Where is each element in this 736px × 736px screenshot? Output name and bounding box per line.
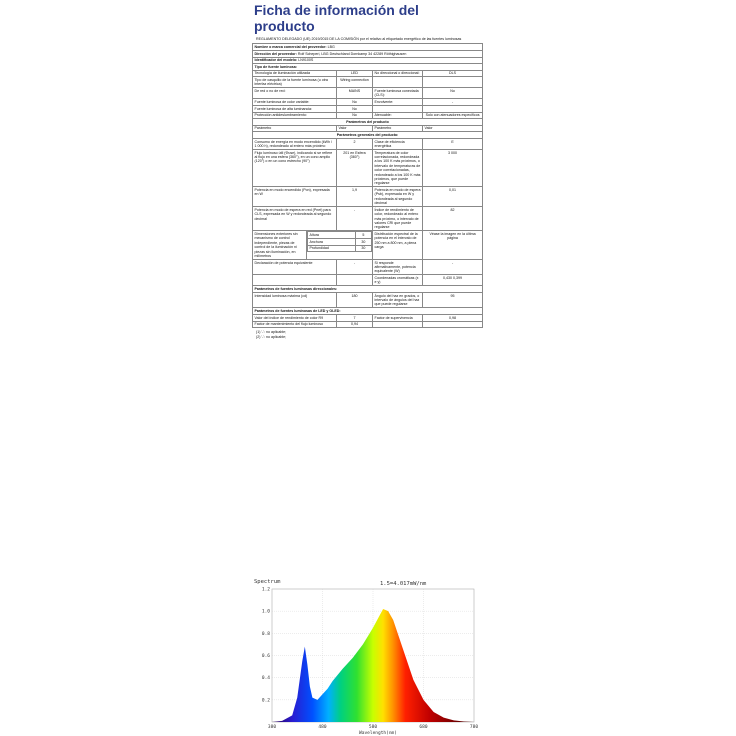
light-type-row bbox=[253, 99, 483, 106]
y-tick-label: 0.4 bbox=[261, 676, 270, 682]
light-type-param bbox=[373, 105, 423, 112]
params-title: Parámetros del producto bbox=[253, 119, 483, 126]
led-value: 7 bbox=[337, 315, 373, 322]
dimension-key: Profundidad bbox=[308, 245, 356, 252]
light-type-param: Tecnología de iluminación utilizada bbox=[253, 70, 337, 77]
led-param: Factor de supervivencia bbox=[373, 315, 423, 322]
column-header: Valor bbox=[337, 125, 373, 132]
led-value: 0,94 bbox=[337, 321, 373, 328]
light-type-value: Wiring connection bbox=[337, 77, 373, 88]
supplier-name-row bbox=[253, 44, 483, 51]
model-id-row bbox=[253, 57, 483, 64]
spectrum-title: Spectrum bbox=[254, 579, 281, 585]
general-title: Parámetros generales del producto: bbox=[253, 132, 483, 139]
light-type-value: No bbox=[337, 105, 373, 112]
supplier-name-label: Nombre o marca comercial del proveedor: bbox=[254, 45, 327, 49]
footnote: (1) '-': no aplicable; bbox=[256, 330, 287, 335]
y-tick-label: 1.2 bbox=[261, 587, 270, 593]
general-param: Flujo luminoso útil (Φuse), indicando si se refiere al flujo en una esfera (360°), en un cono amplio (120°) o en un cono estrecho (90°) bbox=[253, 149, 337, 186]
light-type-param: Atenuable: bbox=[373, 112, 423, 119]
general-row bbox=[253, 187, 483, 207]
x-tick-label: 780 bbox=[469, 725, 479, 730]
directional-value: 95 bbox=[423, 293, 483, 308]
model-id-label: Identificador del modelo: bbox=[254, 58, 298, 63]
general-param: Consumo de energía en modo encendido (kWh / 1 000 h), redondeado al entero más próximo bbox=[253, 138, 337, 149]
general-param: Potencia en modo de espera (Psb), expresada en W y redondeada al segundo decimal bbox=[373, 187, 423, 207]
general-value: 0,01 bbox=[423, 187, 483, 207]
dimensions-subtable bbox=[307, 231, 372, 252]
light-type-value: No bbox=[337, 99, 373, 106]
general-value: 1,9 bbox=[337, 187, 373, 207]
led-param: Factor de mantenimiento del flujo luminoso bbox=[253, 321, 337, 328]
equivalent-power-row bbox=[253, 260, 483, 275]
dimension-value: 30 bbox=[355, 245, 371, 252]
supplier-address-label: Dirección del proveedor: bbox=[254, 51, 297, 56]
light-type-param: Fuente luminosa de color variable: bbox=[253, 99, 337, 106]
general-row bbox=[253, 149, 483, 186]
light-type-param: De red o no de red: bbox=[253, 88, 337, 99]
light-type-value: MAINS bbox=[337, 88, 373, 99]
led-row bbox=[253, 321, 483, 328]
spectrum-x-ticks bbox=[268, 724, 478, 730]
regulation-text: REGLAMENTO DELEGADO (UE) 2019/2015 DE LA COMISIÓN por el relativo al etiquetado energético de las fuentes luminosas bbox=[256, 37, 462, 41]
led-value bbox=[423, 321, 483, 328]
column-header-row bbox=[253, 125, 483, 132]
chromaticity-param: Coordenadas cromáticas (x e y) bbox=[373, 275, 423, 286]
led-param: Valor del índice de rendimiento de color R9 bbox=[253, 315, 337, 322]
y-tick-label: 0.2 bbox=[261, 698, 270, 704]
dimension-key: Anchura bbox=[308, 239, 356, 246]
general-param: Potencia en modo de espera en red (Pnet) para CLS, expresada en W y redondeada al segundo decimal bbox=[253, 207, 337, 231]
general-param: Temperatura de color correlacionada, redondeada a los 100 K más próximos, o intervalo de temperaturas de color correlacionadas, redondeado a los 100 K más próximos, que puede regularse bbox=[373, 149, 423, 186]
product-info-sheet bbox=[252, 2, 482, 340]
y-tick-label: 0.6 bbox=[261, 654, 270, 659]
light-type-value bbox=[423, 77, 483, 88]
spectrum-chart bbox=[252, 577, 484, 735]
general-value: 3 000 bbox=[423, 149, 483, 186]
general-value: 82 bbox=[423, 207, 483, 231]
x-tick-label: 680 bbox=[419, 725, 428, 730]
light-type-value: - bbox=[423, 99, 483, 106]
equivalent-param: Si responde afirmativamente, potencia equivalente (W) bbox=[373, 260, 423, 275]
footnote: (2) '-': no aplicable; bbox=[256, 335, 287, 340]
dimension-value: 5 bbox=[355, 232, 371, 239]
info-table bbox=[252, 43, 483, 328]
light-type-row bbox=[253, 88, 483, 99]
general-value: - bbox=[337, 207, 373, 231]
column-header: Valor bbox=[423, 125, 483, 132]
light-type-title: Tipo de fuente luminosa: bbox=[253, 64, 483, 71]
spectral-distribution-param: Distribución espectral de la potencia en el intervalo de 250 nm a 800 nm, a plena carga bbox=[373, 231, 423, 260]
column-header: Parámetro bbox=[253, 125, 337, 132]
general-param: Índice de rendimiento de color, redondeado al entero más próximo, o intervalo de valores CRI que puede regularse bbox=[373, 207, 423, 231]
light-type-param: Envolvente: bbox=[373, 99, 423, 106]
spectrum-peak-label: 1.5=4.017mW/nm bbox=[380, 581, 427, 587]
supplier-address-row bbox=[253, 51, 483, 58]
general-row bbox=[253, 207, 483, 231]
chromaticity-value: 0,430 0,399 bbox=[423, 275, 483, 286]
general-param: Clase de eficiencia energética bbox=[373, 138, 423, 149]
light-type-row bbox=[253, 112, 483, 119]
y-tick-label: 0.8 bbox=[261, 631, 270, 637]
supplier-name-value: LBG bbox=[327, 45, 335, 49]
x-tick-label: 580 bbox=[368, 725, 378, 730]
column-header: Parámetro bbox=[373, 125, 423, 132]
directional-title: Parámetros de fuentes luminosas direccionales: bbox=[253, 286, 483, 293]
led-param bbox=[373, 321, 423, 328]
model-id-value: LN9100S bbox=[298, 58, 314, 63]
equivalent-value: - bbox=[337, 260, 373, 275]
light-type-value: LED bbox=[337, 70, 373, 77]
light-type-value: No bbox=[337, 112, 373, 119]
spectrum-y-ticks bbox=[262, 587, 270, 704]
dimension-key: Altura bbox=[308, 232, 356, 239]
dimensions-row bbox=[253, 231, 483, 260]
led-title: Parámetros de fuentes luminosas de LED y OLED: bbox=[253, 308, 483, 315]
light-type-param: Tipo de casquillo de la fuente luminosa (u otra interfaz eléctrica) bbox=[253, 77, 337, 88]
light-type-value: No bbox=[423, 88, 483, 99]
light-type-value bbox=[423, 105, 483, 112]
x-tick-label: 380 bbox=[267, 725, 277, 730]
directional-row bbox=[253, 293, 483, 308]
spectrum-x-label: Wavelength(nm) bbox=[359, 731, 397, 735]
light-type-param: Fuente luminosa conectada (CLS): bbox=[373, 88, 423, 99]
x-tick-label: 480 bbox=[318, 725, 327, 730]
chromaticity-row bbox=[253, 275, 483, 286]
directional-param: Intensidad luminosa máxima (cd) bbox=[253, 293, 337, 308]
equivalent-param: Declaración de potencia equivalente bbox=[253, 260, 337, 275]
led-value: 0,98 bbox=[423, 315, 483, 322]
supplier-address-value: Rolf Scheperi, LBG Deutschland Dornkamp 34 42289 Röthighausen bbox=[297, 51, 407, 56]
light-type-row bbox=[253, 70, 483, 77]
led-row bbox=[253, 315, 483, 322]
equivalent-value: - bbox=[423, 260, 483, 275]
directional-value: 180 bbox=[337, 293, 373, 308]
directional-param: Ángulo del haz en grados, o intervalo de ángulos del haz que puede regularse bbox=[373, 293, 423, 308]
light-type-value: DLS bbox=[423, 70, 483, 77]
y-tick-label: 1.0 bbox=[261, 609, 270, 615]
footnotes bbox=[256, 330, 482, 340]
light-type-param: Fuente luminosa de alta luminancia: bbox=[253, 105, 337, 112]
dimension-value: 30 bbox=[355, 239, 371, 246]
light-type-param bbox=[373, 77, 423, 88]
spectral-distribution-value: Véase la imagen en la última página bbox=[423, 231, 483, 260]
light-type-param: Protección antideslumbramiento: bbox=[253, 112, 337, 119]
general-value: E bbox=[423, 138, 483, 149]
dimensions-label: Dimensiones exteriores sin mecanismo de control independiente, piezas de control de la iluminación ni piezas sin iluminación, en milímetros bbox=[253, 231, 307, 260]
light-type-row bbox=[253, 105, 483, 112]
general-row bbox=[253, 138, 483, 149]
general-param: Potencia en modo encendido (Pon), expresada en W bbox=[253, 187, 337, 207]
sheet-title: Ficha de información del producto bbox=[254, 2, 419, 34]
light-type-value: Solo con atenuadores específicos bbox=[423, 112, 483, 119]
general-value: 201 en Esfera (360°) bbox=[337, 149, 373, 186]
general-value: 2 bbox=[337, 138, 373, 149]
light-type-param: No direccional o direccional: bbox=[373, 70, 423, 77]
light-type-row bbox=[253, 77, 483, 88]
